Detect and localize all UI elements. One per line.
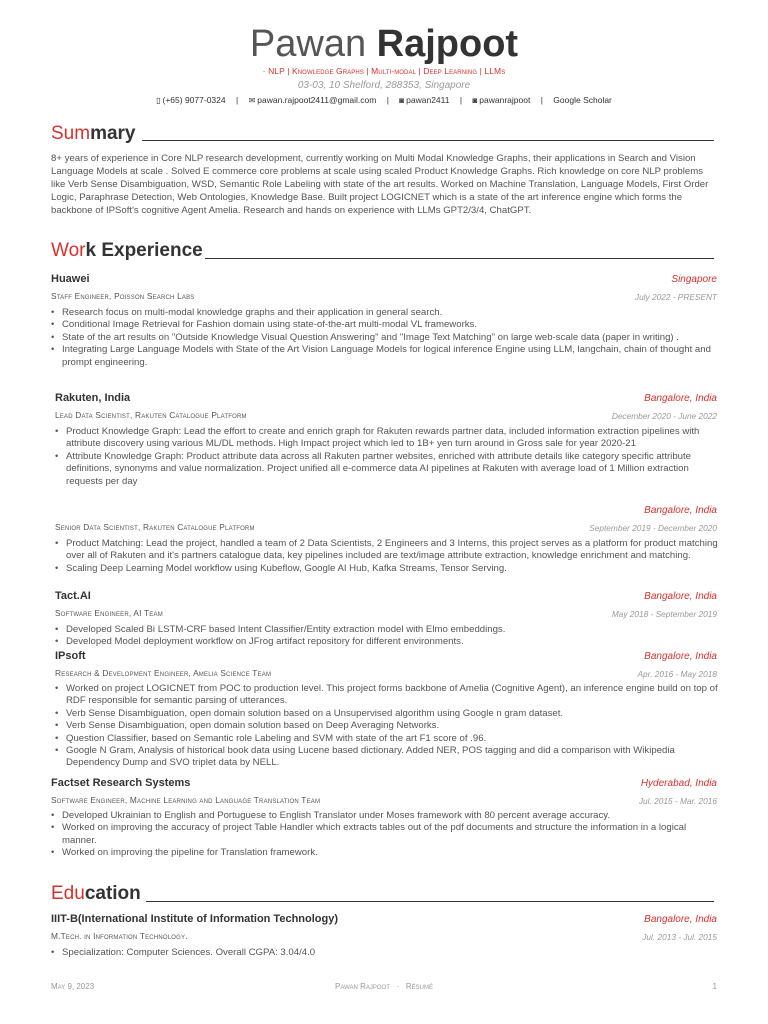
phone-icon: ▯ — [156, 96, 161, 105]
contact-bar — [0, 95, 768, 105]
role: Lead Data Scientist, Rakuten Catalogue Platform — [55, 410, 247, 420]
separator: | — [386, 95, 389, 105]
phone[interactable]: (+65) 9077-0324 — [162, 95, 226, 105]
list-item: • Integrating Large Language Models with State of the Art Vision Language Models for logical inference Engine using LLM, langchain, chain of thought and prompt engineering. — [51, 344, 721, 369]
section-rule — [142, 140, 714, 141]
role: Software Engineer, Machine Learning and Language Translation Team — [51, 795, 321, 805]
location: Bangalore, India — [644, 651, 717, 662]
list-item: • Verb Sense Disambiguation, open domain solution based on a Unsupervised algorithm using Google n gram dataset. — [55, 708, 721, 720]
github-link[interactable]: pawan2411 — [406, 95, 450, 105]
list-item: • Worked on project LOGICNET from POC to production level. This project forms backbone of Amelia (Cognitive Agent), an inference engine build on top of RDF responsible for semantic parsing of utterances. — [55, 683, 721, 708]
role: Research & Development Engineer, Amelia Science Team — [55, 668, 272, 678]
date: December 2020 - June 2022 — [611, 411, 717, 421]
first-name: Pawan — [249, 23, 367, 65]
location: Bangalore, India — [644, 505, 717, 516]
last-name: Rajpoot — [376, 23, 519, 65]
location: Singapore — [671, 274, 717, 285]
company-tact: Tact.AI — [55, 590, 91, 602]
list-item: • Research focus on multi-modal knowledge graphs and their application in general search. — [51, 307, 721, 319]
company-factset: Factset Research Systems — [51, 777, 191, 789]
company-ipsoft: IPsoft — [55, 650, 86, 662]
footer-date: May 9, 2023 — [51, 982, 95, 991]
tagline: · NLP | Knowledge Graphs | Multi-modal | Deep Learning | LLMs — [262, 66, 506, 76]
education-bullets — [51, 947, 721, 959]
list-item: • Scaling Deep Learning Model workflow using Kubeflow, Google AI Hub, Kafka Streams, Tensor Serving. — [55, 563, 721, 575]
linkedin-icon: ◙ — [472, 96, 478, 105]
list-item: • Specialization: Computer Sciences. Overall CGPA: 3.04/4.0 — [51, 947, 721, 959]
linkedin-link[interactable]: pawanrajpoot — [479, 95, 531, 105]
date: May 2018 - September 2019 — [611, 609, 717, 619]
list-item: • Attribute Knowledge Graph: Product attribute data across all Rakuten partner websites, enriched with attribute details like category specific attribute definitions, synonyms and value normalization. Project unified all e-commerce data AI pipelines at Rakuten with average load of 1 Million extraction requests per day — [55, 451, 721, 488]
huawei-bullets — [51, 307, 721, 369]
location: Bangalore, India — [644, 591, 717, 602]
list-item: • Conditional Image Retrieval for Fashion domain using state-of-the-art multi-modal VL frameworks. — [51, 319, 721, 331]
candidate-name — [0, 22, 768, 66]
list-item: • Product Matching: Lead the project, handled a team of 2 Data Scientists, 2 Engineers and 3 Interns, this project serves as a platform for product matching over all of Rakuten and it's partners catalogue data, key pipelines included are text/image attribute extraction, knowledge enrichment and matching. — [55, 538, 721, 563]
school: IIIT-B(International Institute of Information Technology) — [51, 913, 339, 925]
date: Apr. 2016 - May 2018 — [637, 669, 717, 679]
date: Jul. 2015 - Mar. 2016 — [638, 796, 717, 806]
email-link[interactable]: pawan.rajpoot2411@gmail.com — [257, 95, 377, 105]
tact-bullets — [55, 624, 721, 649]
location: Bangalore, India — [644, 393, 717, 404]
list-item: • Developed Scaled Bi LSTM-CRF based Intent Classifier/Entity extraction model with Elmo embeddings. — [55, 624, 721, 636]
date: September 2019 - December 2020 — [589, 523, 717, 533]
location: Hyderabad, India — [640, 778, 717, 789]
company-rakuten: Rakuten, India — [55, 392, 131, 404]
list-item: • Developed Ukrainian to English and Portuguese to English Translator under Moses framework with 80 percent average accuracy. — [51, 810, 721, 822]
summary-heading: Summary — [51, 123, 136, 144]
experience-heading: Work Experience — [51, 240, 203, 261]
page-number: 1 — [712, 982, 717, 991]
separator: | — [540, 95, 543, 105]
footer-title: Pawan Rajpoot · Résumé — [334, 982, 433, 991]
list-item: • Worked on improving the pipeline for Translation framework. — [51, 847, 721, 859]
degree: M.Tech. in Information Technology. — [51, 931, 188, 941]
separator: | — [235, 95, 239, 105]
factset-bullets — [51, 810, 721, 860]
location: Bangalore, India — [644, 914, 717, 925]
github-icon: ◙ — [399, 96, 405, 105]
list-item: • Developed Model deployment workflow on JFrog artifact repository for different environments. — [55, 636, 721, 648]
date: Jul. 2013 - Jul. 2015 — [642, 932, 717, 942]
rakuten-bullets-2 — [55, 538, 721, 575]
address: 03-03, 10 Shelford, 288353, Singapore — [297, 80, 471, 91]
list-item: • Verb Sense Disambiguation, open domain solution based on Deep Averaging Networks. — [55, 720, 721, 732]
list-item: • Question Classifier, based on Semantic role Labeling and SVM with state of the art F1 score of .96. — [55, 733, 721, 745]
role: Software Engineer, AI Team — [55, 608, 163, 618]
email-icon: ✉ — [248, 96, 256, 105]
scholar-link[interactable]: Google Scholar — [553, 95, 612, 105]
role: Senior Data Scientist, Rakuten Catalogue Platform — [55, 522, 255, 532]
rakuten-bullets — [55, 426, 721, 488]
list-item: • State of the art results on "Outside Knowledge Visual Question Answering" and "Image Text Matching" on large web-scale data (paper in writing) . — [51, 332, 721, 344]
ipsoft-bullets — [55, 683, 721, 770]
company-huawei: Huawei — [51, 273, 90, 285]
list-item: • Google N Gram, Analysis of historical book data using Lucene based dictionary. Added NER, POS tagging and did a comparison with Wikipedia Dependency Dump and SVO triplet data by NELL. — [55, 745, 721, 770]
education-heading: Education — [51, 883, 141, 904]
role: Staff Engineer, Poisson Search Labs — [51, 291, 195, 301]
date: July 2022 - PRESENT — [634, 292, 717, 302]
section-rule — [205, 258, 714, 259]
separator: | — [459, 95, 463, 105]
list-item: • Product Knowledge Graph: Lead the effort to create and enrich graph for Rakuten rewards partner data, included information extraction pipelines with attribute discovery using various ML/DL methods. High Impact project which led to 1B+ yen turn around in Gross sale for year 2020-21 — [55, 426, 721, 451]
summary-text: 8+ years of experience in Core NLP research development, currently working on Multi Modal Knowledge Graphs, their applications in Search and Vision Language Models at scale . Solved E commerce core problems at scale using scaled Product Knowledge Graphs. Rich knowledge on core NLP problems like Verb Sense Disambiguation, WSD, Semantic Role Labeling with state of the art results. Worked on Machine Translation, Language Models, First Order Logic, Paraphrase Detection, Web Ontologies, Knowledge Base. Built project LOGICNET which is a state of the art inference engine which forms the backbone of IPSoft's cognitive Agent Amelia. Research and hands on experience with LLMs GPT2/3/4, ChatGPT. — [51, 153, 709, 216]
section-rule — [146, 901, 714, 902]
list-item: • Worked on improving the accuracy of project Table Handler which extracts tables out of the pdf documents and structure the information in a logical manner. — [51, 822, 721, 847]
